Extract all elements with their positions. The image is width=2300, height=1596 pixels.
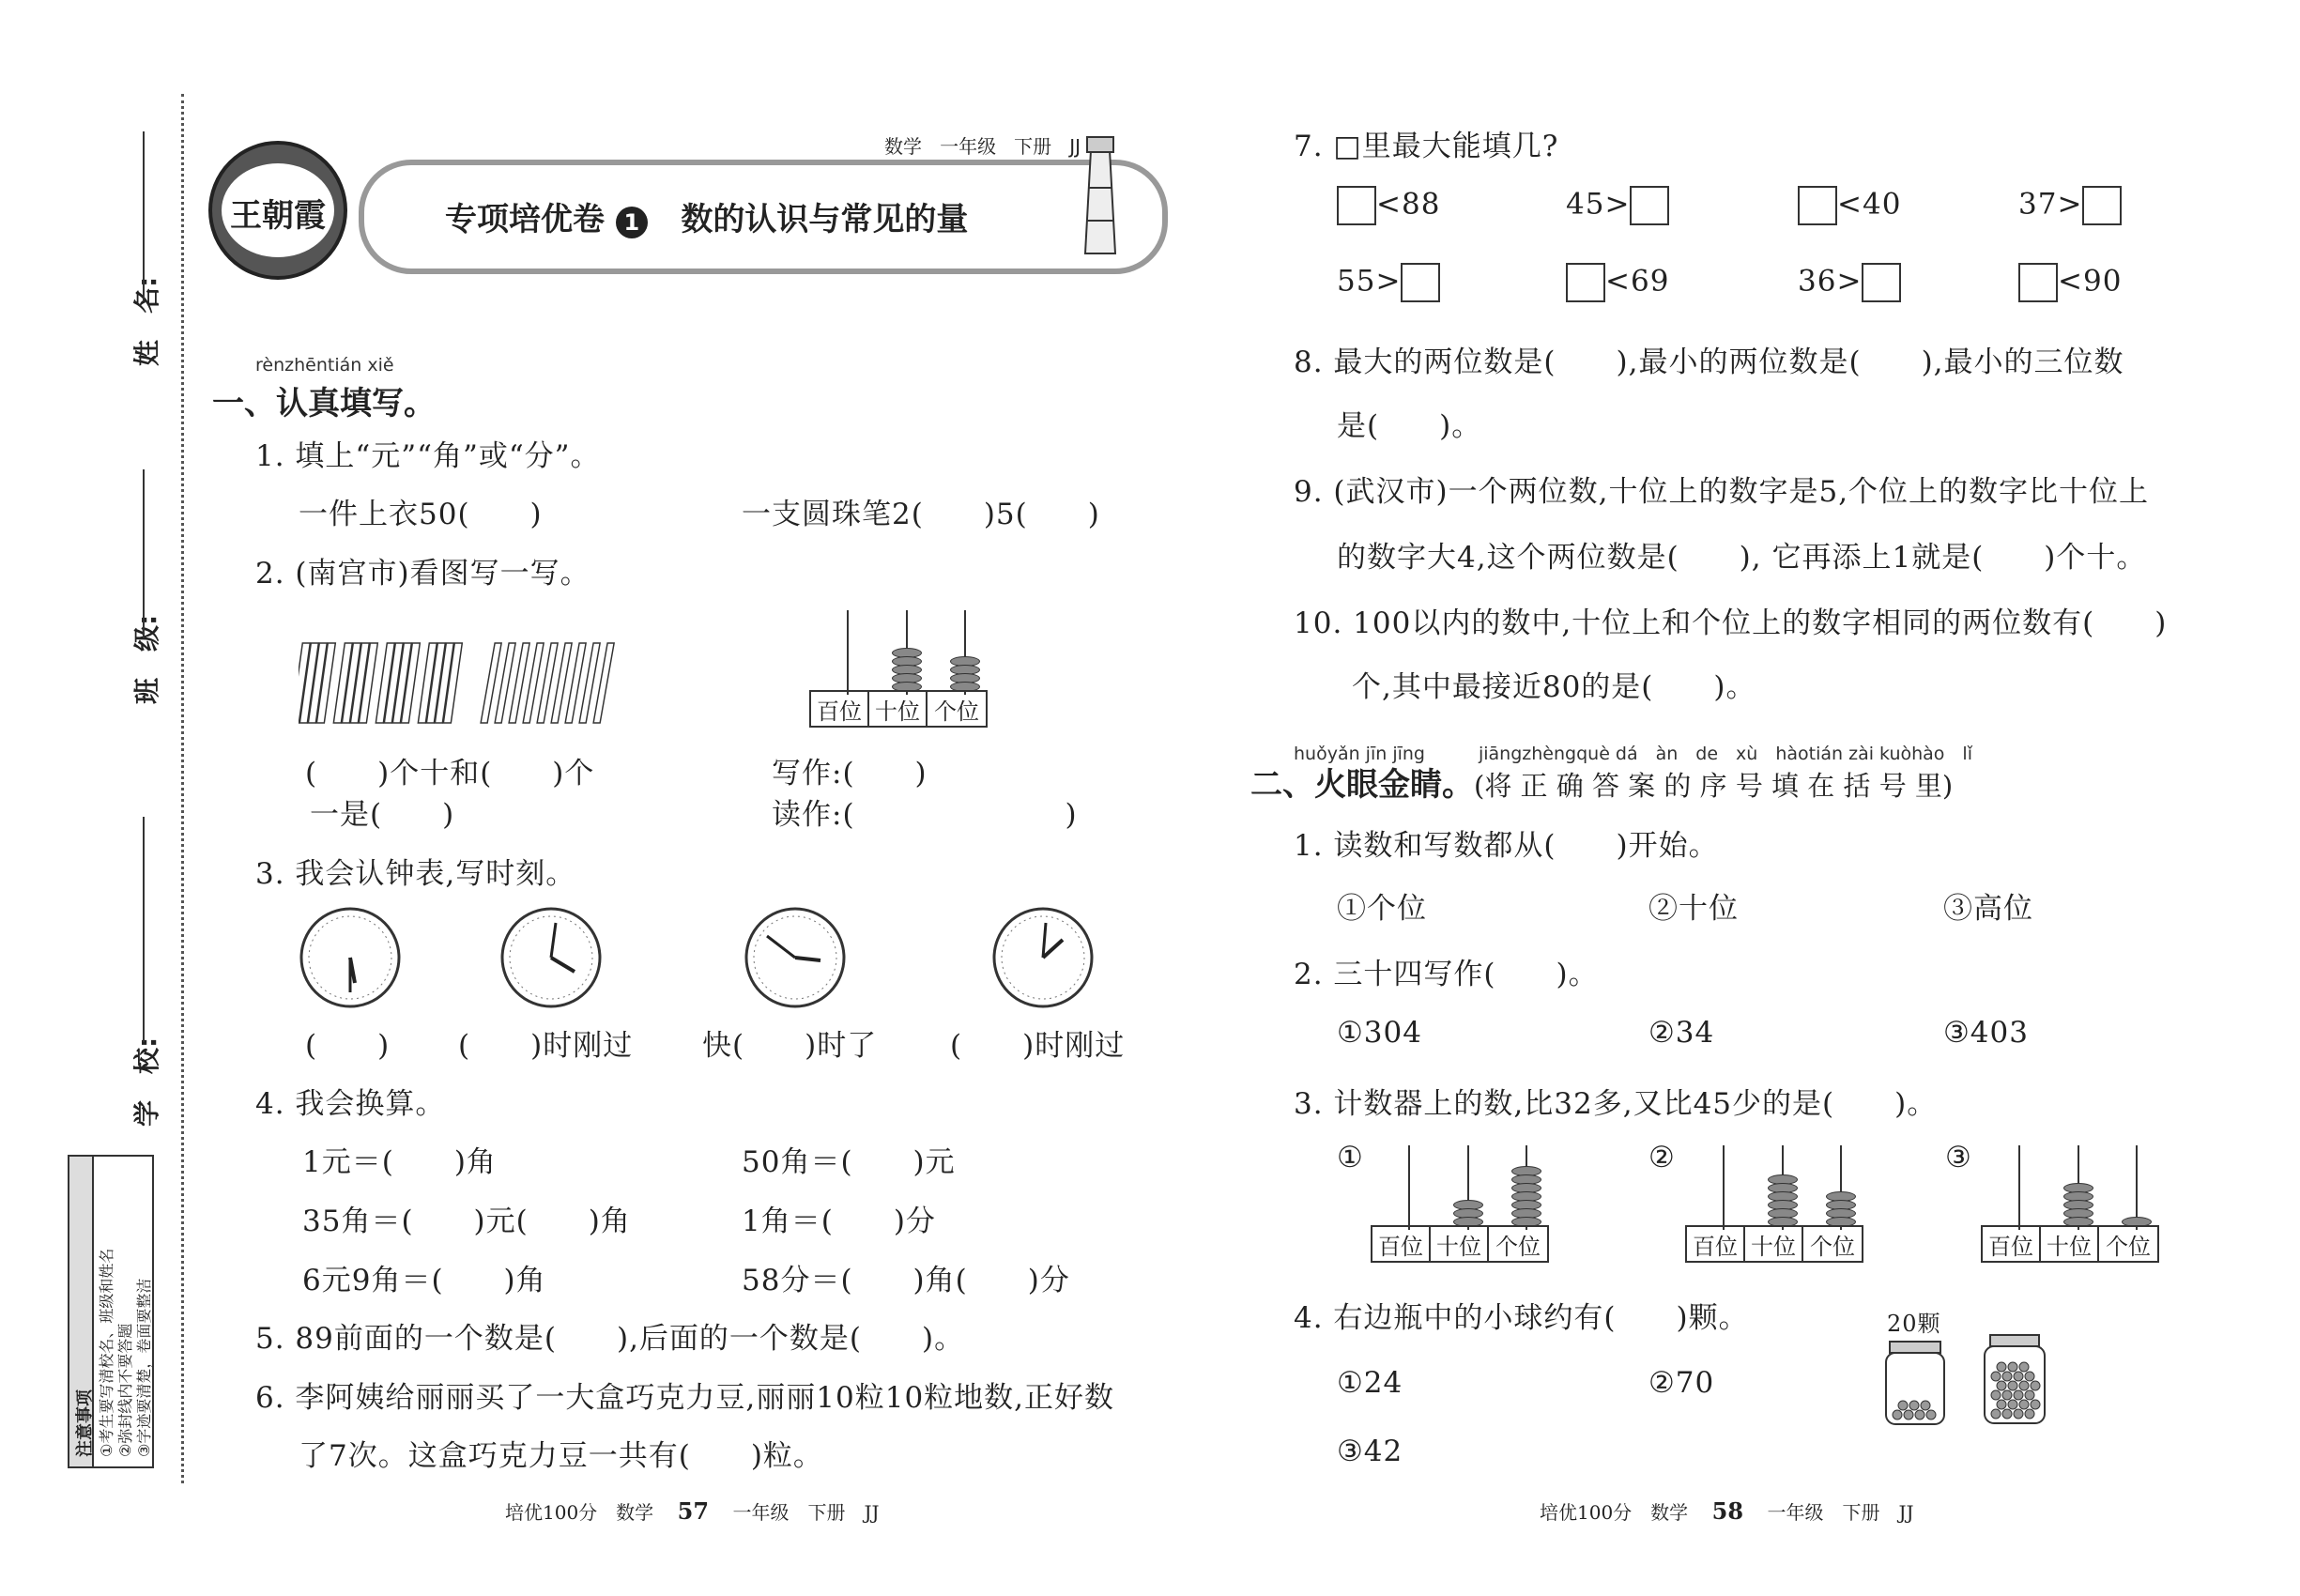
q2-a: ( )个十和( )个 [305, 757, 595, 790]
q3-c: 快( )时了 [702, 1029, 878, 1063]
q3-b: ( )时刚过 [458, 1029, 634, 1063]
q7-item-5: 55> [1337, 263, 1440, 302]
r4: 4. 右边瓶中的小球约有( )颗。 [1294, 1301, 1749, 1335]
logo [208, 141, 347, 280]
q2-d: 读作:( ) [772, 798, 1078, 832]
answer-box[interactable] [1630, 186, 1669, 225]
class-label: 班 级: [131, 614, 162, 704]
q4-e: 6元9角＝( )角 [302, 1264, 546, 1297]
footer-right: 培优100分 数学 58 一年级 下册 JJ [1540, 1497, 1914, 1525]
q1-b: 一支圆珠笔2( )5( ) [742, 498, 1100, 531]
r4-ref-label: 20颗 [1887, 1311, 1941, 1337]
notes-title: 注意事项 [75, 1389, 95, 1457]
r1-opt-1: ①个位 [1337, 892, 1427, 926]
r3-label-2: ② [1648, 1141, 1676, 1174]
q7-item-6: <69 [1566, 263, 1669, 302]
q4-d: 1角＝( )分 [742, 1205, 936, 1238]
q6-line1: 6. 李阿姨给丽丽买了一大盒巧克力豆,丽丽10粒10粒地数,正好数 [255, 1381, 1115, 1415]
q4-b: 50角＝( )元 [742, 1145, 956, 1179]
note-1: ①考生要写清校名、班级和姓名 [98, 1248, 115, 1457]
q3-a: ( ) [305, 1029, 391, 1063]
note-3: ③字迹要清楚，卷面要整洁 [135, 1278, 153, 1457]
q4-f: 58分＝( )角( )分 [742, 1264, 1070, 1297]
lighthouse-icon [1072, 131, 1128, 263]
tag-volume: 下册 [1014, 135, 1052, 158]
page-number: 57 [677, 1497, 710, 1525]
answer-box[interactable] [2018, 263, 2058, 302]
clock-3 [744, 906, 847, 1009]
school-label: 学 校: [131, 1036, 162, 1127]
sec2-subtitle: (将 正 确 答 案 的 序 号 填 在 括 号 里) [1474, 770, 1954, 802]
binding-strip [0, 0, 188, 1596]
r1: 1. 读数和写数都从( )开始。 [1294, 829, 1719, 863]
q1-a: 一件上衣50( ) [299, 498, 543, 531]
q4-c: 35角＝( )元( )角 [302, 1205, 631, 1238]
abacus-label: 个位 [1495, 1233, 1541, 1260]
q2-abacus [809, 606, 988, 728]
sec2-pinyin: huǒyǎn jīn jīng jiāngzhèngquè dá àn de xù hàotián zài kuòhào lǐ [1294, 744, 1972, 764]
abacus-label: 个位 [1810, 1233, 1855, 1260]
r2: 2. 三十四写作( )。 [1294, 958, 1599, 991]
r3: 3. 计数器上的数,比32多,又比45少的是( )。 [1294, 1087, 1938, 1121]
page-number: 58 [1711, 1497, 1744, 1525]
q7-item-3: <40 [1798, 186, 1901, 225]
q10-line1: 10. 100以内的数中,十位上和个位上的数字相同的两位数有( ) [1294, 606, 2168, 640]
q2-c: 写作:( ) [772, 757, 928, 790]
name-label: 姓 名: [131, 276, 162, 366]
jar-small-image [1882, 1338, 1948, 1427]
q3: 3. 我会认钟表,写时刻。 [255, 857, 576, 891]
title-main: 数的认识与常见的量 [681, 201, 969, 238]
q7-item-1: <88 [1337, 186, 1440, 225]
r2-opt-3: ③403 [1943, 1016, 2029, 1050]
q10-line2: 个,其中最接近80的是( )。 [1352, 670, 1756, 704]
sticks-bundles-image [299, 638, 636, 732]
r3-abacus-3 [1981, 1141, 2159, 1263]
note-2: ②弥封线内不要答题 [116, 1323, 134, 1457]
q2-b: 一是( ) [310, 798, 455, 832]
footer-left: 培优100分 数学 57 一年级 下册 JJ [505, 1497, 880, 1525]
answer-box[interactable] [1401, 263, 1440, 302]
r3-abacus-2 [1685, 1141, 1863, 1263]
r1-opt-3: ③高位 [1943, 892, 2033, 926]
q1: 1. 填上“元”“角”或“分”。 [255, 439, 601, 473]
header-tags [884, 131, 1081, 159]
q7-item-7: 36> [1798, 263, 1901, 302]
title-prefix: 专项培优卷 [445, 201, 605, 238]
clock-2 [499, 906, 603, 1009]
tag-subject: 数学 [884, 135, 922, 158]
q7: 7. □里最大能填几? [1294, 130, 1559, 163]
q6-line2: 了7次。这盒巧克力豆一共有( )粒。 [299, 1439, 823, 1473]
jar-large-image [1981, 1333, 2048, 1427]
clock-4 [991, 906, 1095, 1009]
q7-item-4: 37> [2018, 186, 2122, 225]
abacus-label: 个位 [2106, 1233, 2151, 1260]
answer-box[interactable] [1566, 263, 1605, 302]
r3-abacus-1 [1371, 1141, 1549, 1263]
abacus-label: 百位 [1687, 1227, 1745, 1261]
header-banner [208, 131, 1166, 272]
sec1-title: 一、认真填写。 [212, 385, 436, 422]
logo-text: 王朝霞 [230, 197, 326, 235]
abacus-label: 十位 [2041, 1227, 2099, 1261]
q8-line2: 是( )。 [1337, 409, 1482, 443]
abacus-label: 十位 [1431, 1227, 1489, 1261]
tag-edition: JJ [1069, 135, 1081, 158]
q8-line1: 8. 最大的两位数是( ),最小的两位数是( ),最小的三位数 [1294, 345, 2124, 379]
page-title [445, 193, 968, 239]
q2: 2. (南宫市)看图写一写。 [255, 557, 590, 591]
q7-item-2: 45> [1566, 186, 1669, 225]
abacus-label: 百位 [1983, 1227, 2041, 1261]
q9-line2: 的数字大4,这个两位数是( ), 它再添上1就是( )个十。 [1337, 541, 2147, 575]
abacus-label: 百位 [1372, 1227, 1431, 1261]
abacus-label: 十位 [869, 692, 928, 726]
clock-1 [299, 906, 402, 1009]
abacus-label: 十位 [1745, 1227, 1803, 1261]
q4: 4. 我会换算。 [255, 1087, 446, 1121]
r4-opt-2: ②70 [1648, 1366, 1715, 1400]
q9-line1: 9. (武汉市)一个两位数,十位上的数字是5,个位上的数字比十位上 [1294, 475, 2150, 509]
q3-d: ( )时刚过 [950, 1029, 1126, 1063]
answer-box[interactable] [2082, 186, 2122, 225]
q5: 5. 89前面的一个数是( ),后面的一个数是( )。 [255, 1322, 965, 1356]
sec2-title: 二、火眼金睛。(将 正 确 答 案 的 序 号 填 在 括 号 里) [1250, 766, 1954, 804]
r4-opt-1: ①24 [1337, 1366, 1403, 1400]
r2-opt-2: ②34 [1648, 1016, 1715, 1050]
title-number: 1 [616, 207, 648, 238]
q4-a: 1元＝( )角 [302, 1145, 497, 1179]
abacus-label: 百位 [811, 692, 869, 726]
q7-item-8: <90 [2018, 263, 2122, 302]
r1-opt-2: ②十位 [1648, 892, 1739, 926]
tag-grade: 一年级 [940, 135, 997, 158]
answer-box[interactable] [1337, 186, 1376, 225]
r2-opt-1: ①304 [1337, 1016, 1422, 1050]
abacus-label: 个位 [934, 698, 979, 725]
sec1-pinyin: rènzhēntián xiě [255, 355, 394, 376]
answer-box[interactable] [1862, 263, 1901, 302]
r4-opt-3: ③42 [1337, 1435, 1403, 1468]
answer-box[interactable] [1798, 186, 1837, 225]
r3-label-1: ① [1337, 1141, 1364, 1174]
r3-label-3: ③ [1945, 1141, 1972, 1174]
notes-box [68, 1155, 154, 1468]
